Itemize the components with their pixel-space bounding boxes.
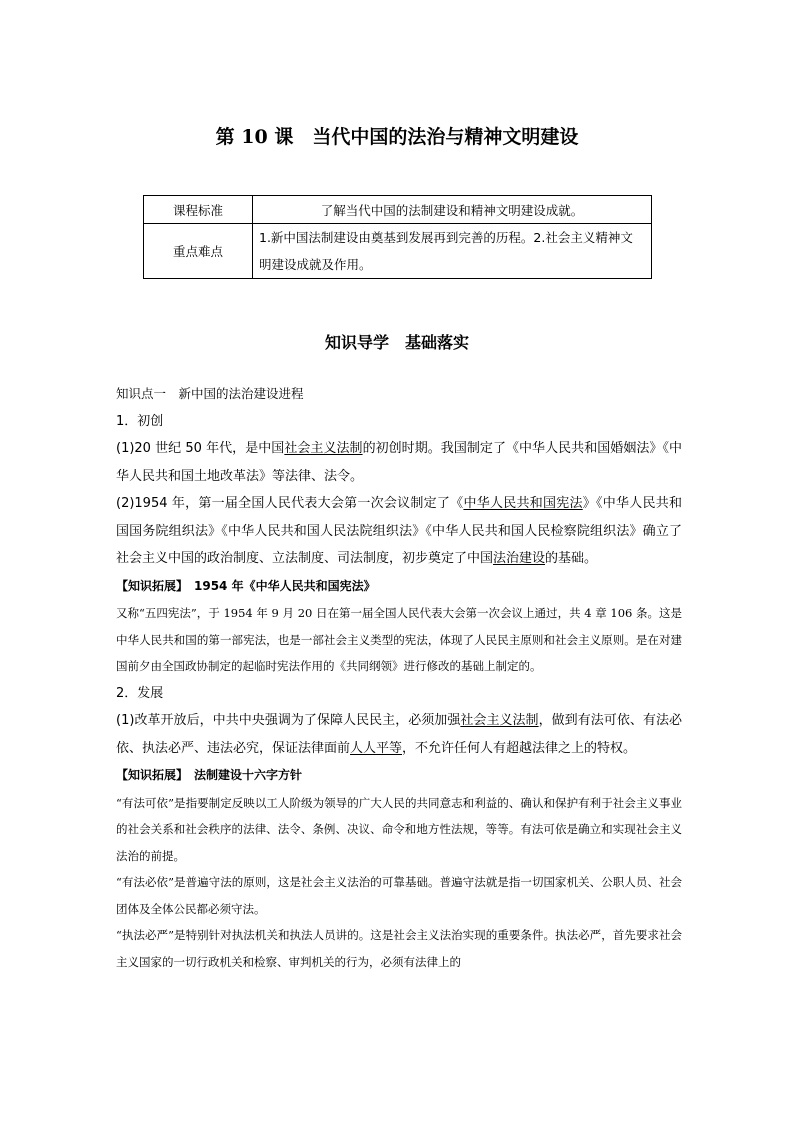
underlined-term: 社会主义法制	[460, 713, 539, 728]
table-header-key-points: 重点难点	[144, 224, 253, 279]
underlined-term: 社会主义法制	[284, 441, 363, 456]
extension-title: 【知识拓展】 法制建设十六字方针	[116, 768, 303, 782]
underlined-term: 人人平等	[350, 740, 403, 756]
knowledge-point-title: 知识点一 新中国的法治建设进程	[116, 386, 304, 401]
paragraph-3: (1)改革开放后，中共中央强调为了保障人民民主，必须加强社会主义法制，做到有法可依、有法必依、执法必严、违法必究，保证法律面前人人平等，不允许任何人有超越法律之上的特权。	[116, 713, 682, 756]
underlined-term: 法治建设	[493, 551, 546, 566]
paragraph-1: (1)20 世纪 50 年代，是中国社会主义法制的初创时期。我国制定了《中华人民共和国婚姻法》《中华人民共和国土地改革法》等法律、法令。	[116, 441, 682, 484]
lesson-title: 第 10 课 当代中国的法治与精神文明建设	[215, 126, 579, 148]
table-value-key-points: 1.新中国法制建设由奠基到发展再到完善的历程。2.社会主义精神文明建设成就及作用。	[253, 224, 652, 279]
standards-table	[143, 195, 652, 279]
subsection-title: 1．初创	[116, 413, 164, 429]
table-value-standard: 了解当代中国的法制建设和精神文明建设成就。	[253, 196, 652, 224]
extension-paragraph: “有法必依”是普遍守法的原则，这是社会主义法治的可靠基础。普遍守法就是指一切国家机关、公职人员、社会团体及全体公民都必须守法。	[116, 875, 682, 916]
extension-body: 又称“五四宪法”，于 1954 年 9 月 20 日在第一届全国人民代表大会第一次会议上通过，共 4 章 106 条。这是中华人民共和国的第一部宪法，也是一部社会主义类型的宪法，体现了人民民主原则和社会主义原则。是在对建国前夕由全国政协制定的起临时宪法作用的《共同纲领》进行修改的基础上制定的。	[116, 606, 682, 673]
extension-paragraph: “有法可依”是指要制定反映以工人阶级为领导的广大人民的共同意志和利益的、确认和保护有利于社会主义事业的社会关系和社会秩序的法律、法令、条例、决议、命令和地方性法规，等等。有法可依是确立和实现社会主义法治的前提。	[116, 795, 682, 863]
paragraph-2: (2)1954 年，第一届全国人民代表大会第一次会议制定了《中华人民共和国宪法》《中华人民共和国国务院组织法》《中华人民共和国人民法院组织法》《中华人民共和国人民检察院组织法》确立了社会主义中国的政治制度、立法制度、司法制度，初步奠定了中国法治建设的基础。	[116, 496, 682, 566]
table-header-standard: 课程标准	[144, 196, 253, 224]
underlined-term: 中华人民共和国宪法	[463, 496, 583, 511]
content-body	[116, 380, 682, 975]
extension-title: 【知识拓展】 1954 年《中华人民共和国宪法》	[116, 578, 376, 593]
subsection-title: 2．发展	[116, 685, 164, 701]
extension-paragraph: “执法必严”是特别针对执法机关和执法人员讲的。这是社会主义法治实现的重要条件。执法必严，首先要求社会主义国家的一切行政机关和检察、审判机关的行为，必须有法律上的	[116, 928, 682, 969]
section-heading: 知识导学 基础落实	[324, 333, 469, 352]
